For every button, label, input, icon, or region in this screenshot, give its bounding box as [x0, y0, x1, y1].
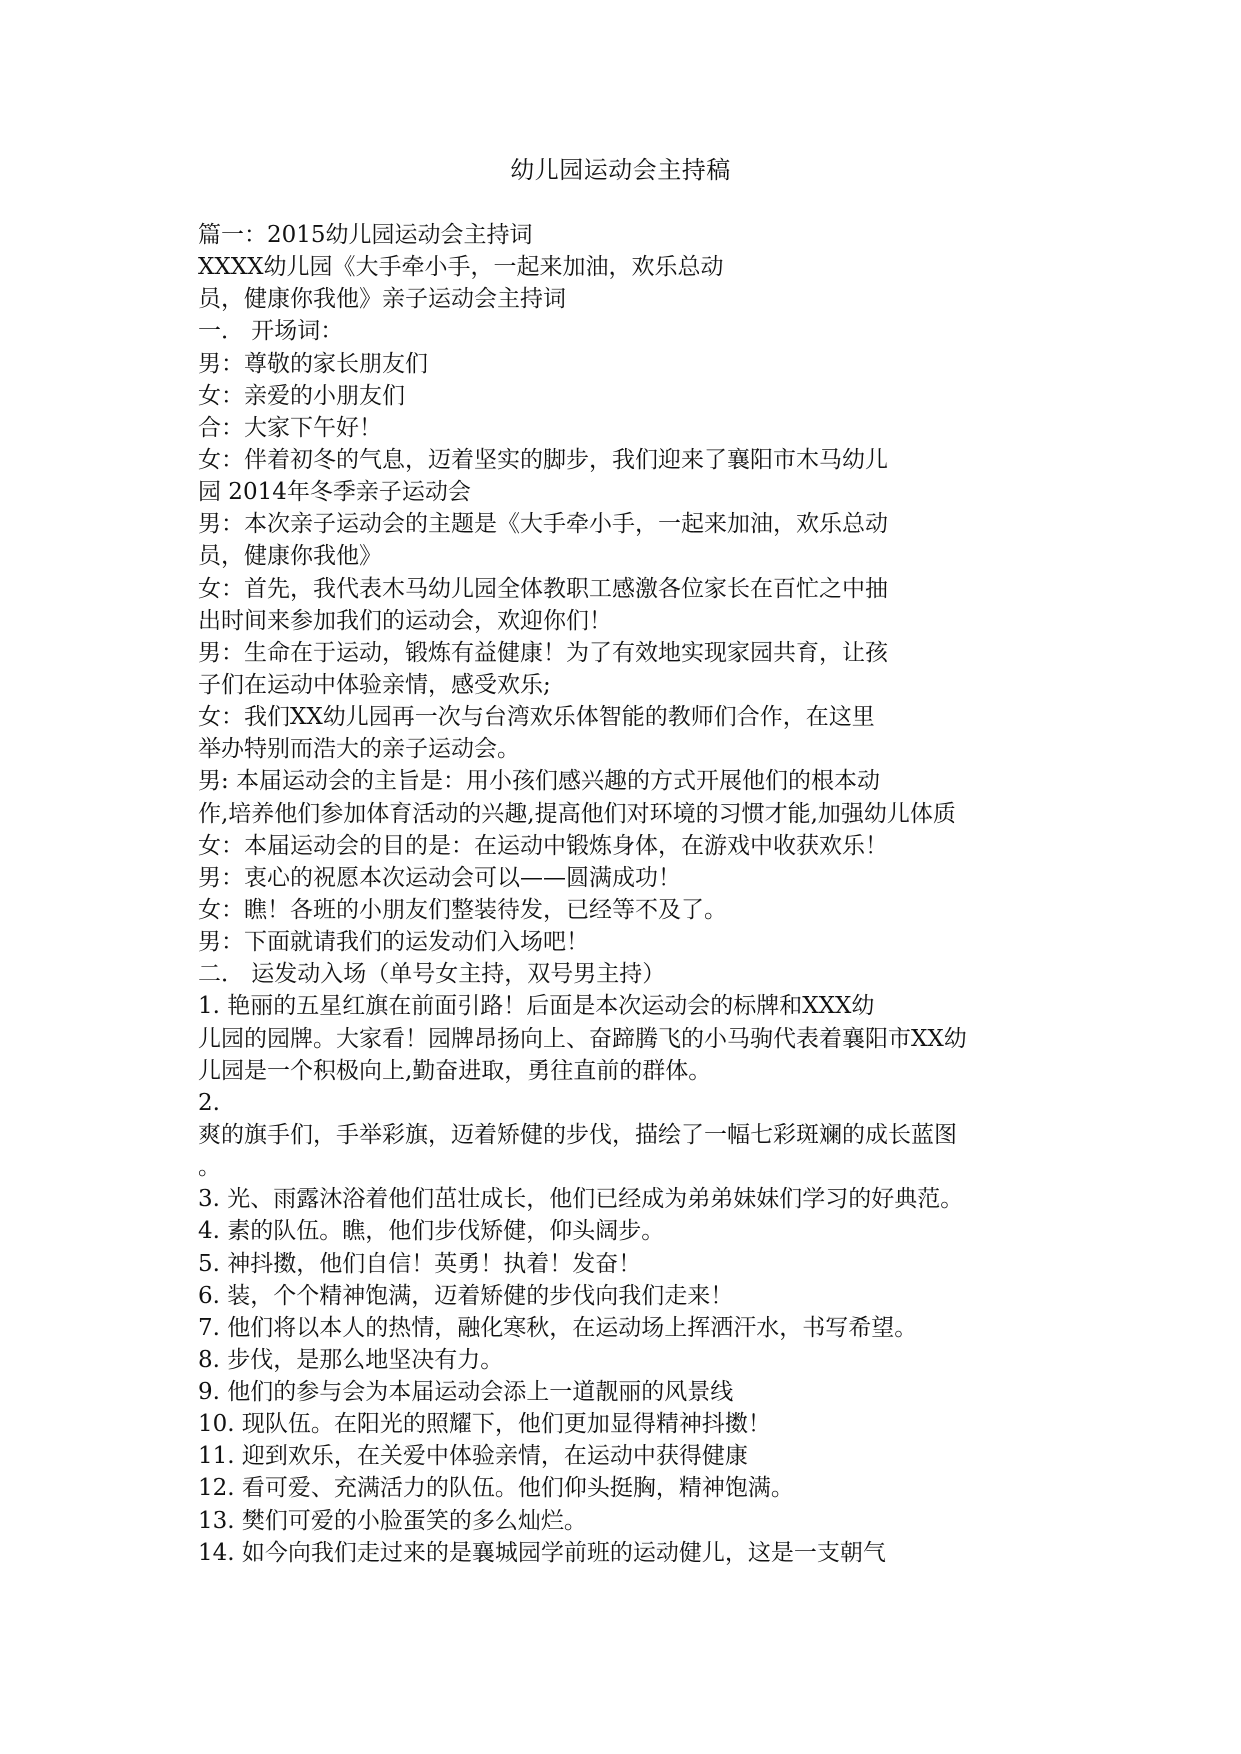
document-line: 员，健康你我他》亲子运动会主持词	[198, 286, 566, 313]
document-line: 5. 神抖擞，他们自信！英勇！执着！发奋！	[198, 1250, 642, 1277]
document-line: 举办特别而浩大的亲子运动会。	[198, 736, 520, 763]
document-line: 14. 如今向我们走过来的是襄城园学前班的运动健儿，这是一支朝气	[198, 1539, 886, 1566]
document-line: 男：生命在于运动，锻炼有益健康！为了有效地实现家园共育，让孩	[198, 639, 888, 666]
document-line: 员，健康你我他》	[198, 543, 382, 570]
document-line: 男：本次亲子运动会的主题是《大手牵小手，一起来加油，欢乐总动	[198, 511, 888, 538]
document-line: 女：瞧！各班的小朋友们整装待发，已经等不及了。	[198, 896, 727, 923]
document-line: 1. 艳丽的五星红旗在前面引路！后面是本次运动会的标牌和XXX幼	[198, 993, 875, 1020]
document-line: 二． 运发动入场（单号女主持，双号男主持）	[198, 961, 666, 988]
document-line: 13. 樊们可爱的小脸蛋笑的多么灿烂。	[198, 1507, 587, 1534]
document-line: 女：我们XX幼儿园再一次与台湾欢乐体智能的教师们合作，在这里	[198, 704, 875, 731]
document-line: 10. 现队伍。在阳光的照耀下，他们更加显得精神抖擞！	[198, 1411, 771, 1438]
document-line: 出时间来参加我们的运动会，欢迎你们！	[198, 607, 612, 634]
document-line: 子们在运动中体验亲情，感受欢乐;	[198, 671, 551, 698]
document-line: 园 2014年冬季亲子运动会	[198, 479, 471, 506]
document-line: 女：本届运动会的目的是：在运动中锻炼身体，在游戏中收获欢乐！	[198, 832, 888, 859]
document-line: 篇一：2015幼儿园运动会主持词	[198, 222, 533, 248]
document-line: 6. 装，个个精神饱满，迈着矫健的步伐向我们走来！	[198, 1282, 734, 1309]
document-line: 爽的旗手们，手举彩旗，迈着矫健的步伐，描绘了一幅七彩斑斓的成长蓝图	[198, 1121, 957, 1148]
document-line: 儿园是一个积极向上,勤奋进取，勇往直前的群体。	[198, 1057, 712, 1084]
document-line: 女：伴着初冬的气息，迈着坚实的脚步，我们迎来了襄阳市木马幼儿	[198, 446, 888, 473]
document-line: 作,培养他们参加体育活动的兴趣,提高他们对环境的习惯才能,加强幼儿体质	[198, 800, 956, 827]
document-line: 男：下面就请我们的运发动们入场吧！	[198, 929, 589, 956]
document-line: 男：尊敬的家长朋友们	[198, 350, 428, 377]
document-line: 12. 看可爱、充满活力的队伍。他们仰头挺胸，精神饱满。	[198, 1475, 794, 1502]
document-line: 女：首先，我代表木马幼儿园全体教职工感激各位家长在百忙之中抽	[198, 575, 888, 602]
document-line: 11. 迎到欢乐，在关爱中体验亲情，在运动中获得健康	[198, 1443, 748, 1470]
document-title: 幼儿园运动会主持稿	[510, 156, 731, 184]
document-body	[198, 219, 1048, 1569]
document-line: XXXX幼儿园《大手牵小手，一起来加油，欢乐总动	[198, 254, 724, 281]
document-line: 3. 光、雨露沐浴着他们茁壮成长，他们已经成为弟弟妹妹们学习的好典范。	[198, 1186, 964, 1213]
document-line: 一． 开场词：	[198, 318, 344, 345]
document-line: 。	[198, 1154, 221, 1181]
document-line: 7. 他们将以本人的热情，融化寒秋，在运动场上挥洒汗水，书写希望。	[198, 1314, 918, 1341]
document-line: 男: 本届运动会的主旨是：用小孩们感兴趣的方式开展他们的根本动	[198, 768, 881, 795]
document-line: 8. 步伐，是那么地坚决有力。	[198, 1346, 504, 1373]
document-line: 男：衷心的祝愿本次运动会可以——圆满成功！	[198, 864, 681, 891]
document-line: 4. 素的队伍。瞧，他们步伐矫健，仰头阔步。	[198, 1218, 665, 1245]
document-line: 合：大家下午好！	[198, 414, 382, 441]
document-line: 2.	[198, 1089, 220, 1116]
document-line: 9. 他们的参与会为本届运动会添上一道靓丽的风景线	[198, 1379, 734, 1406]
document-line: 儿园的园牌。大家看！园牌昂扬向上、奋蹄腾飞的小马驹代表着襄阳市XX幼	[198, 1025, 967, 1052]
document-line: 女：亲爱的小朋友们	[198, 382, 405, 409]
